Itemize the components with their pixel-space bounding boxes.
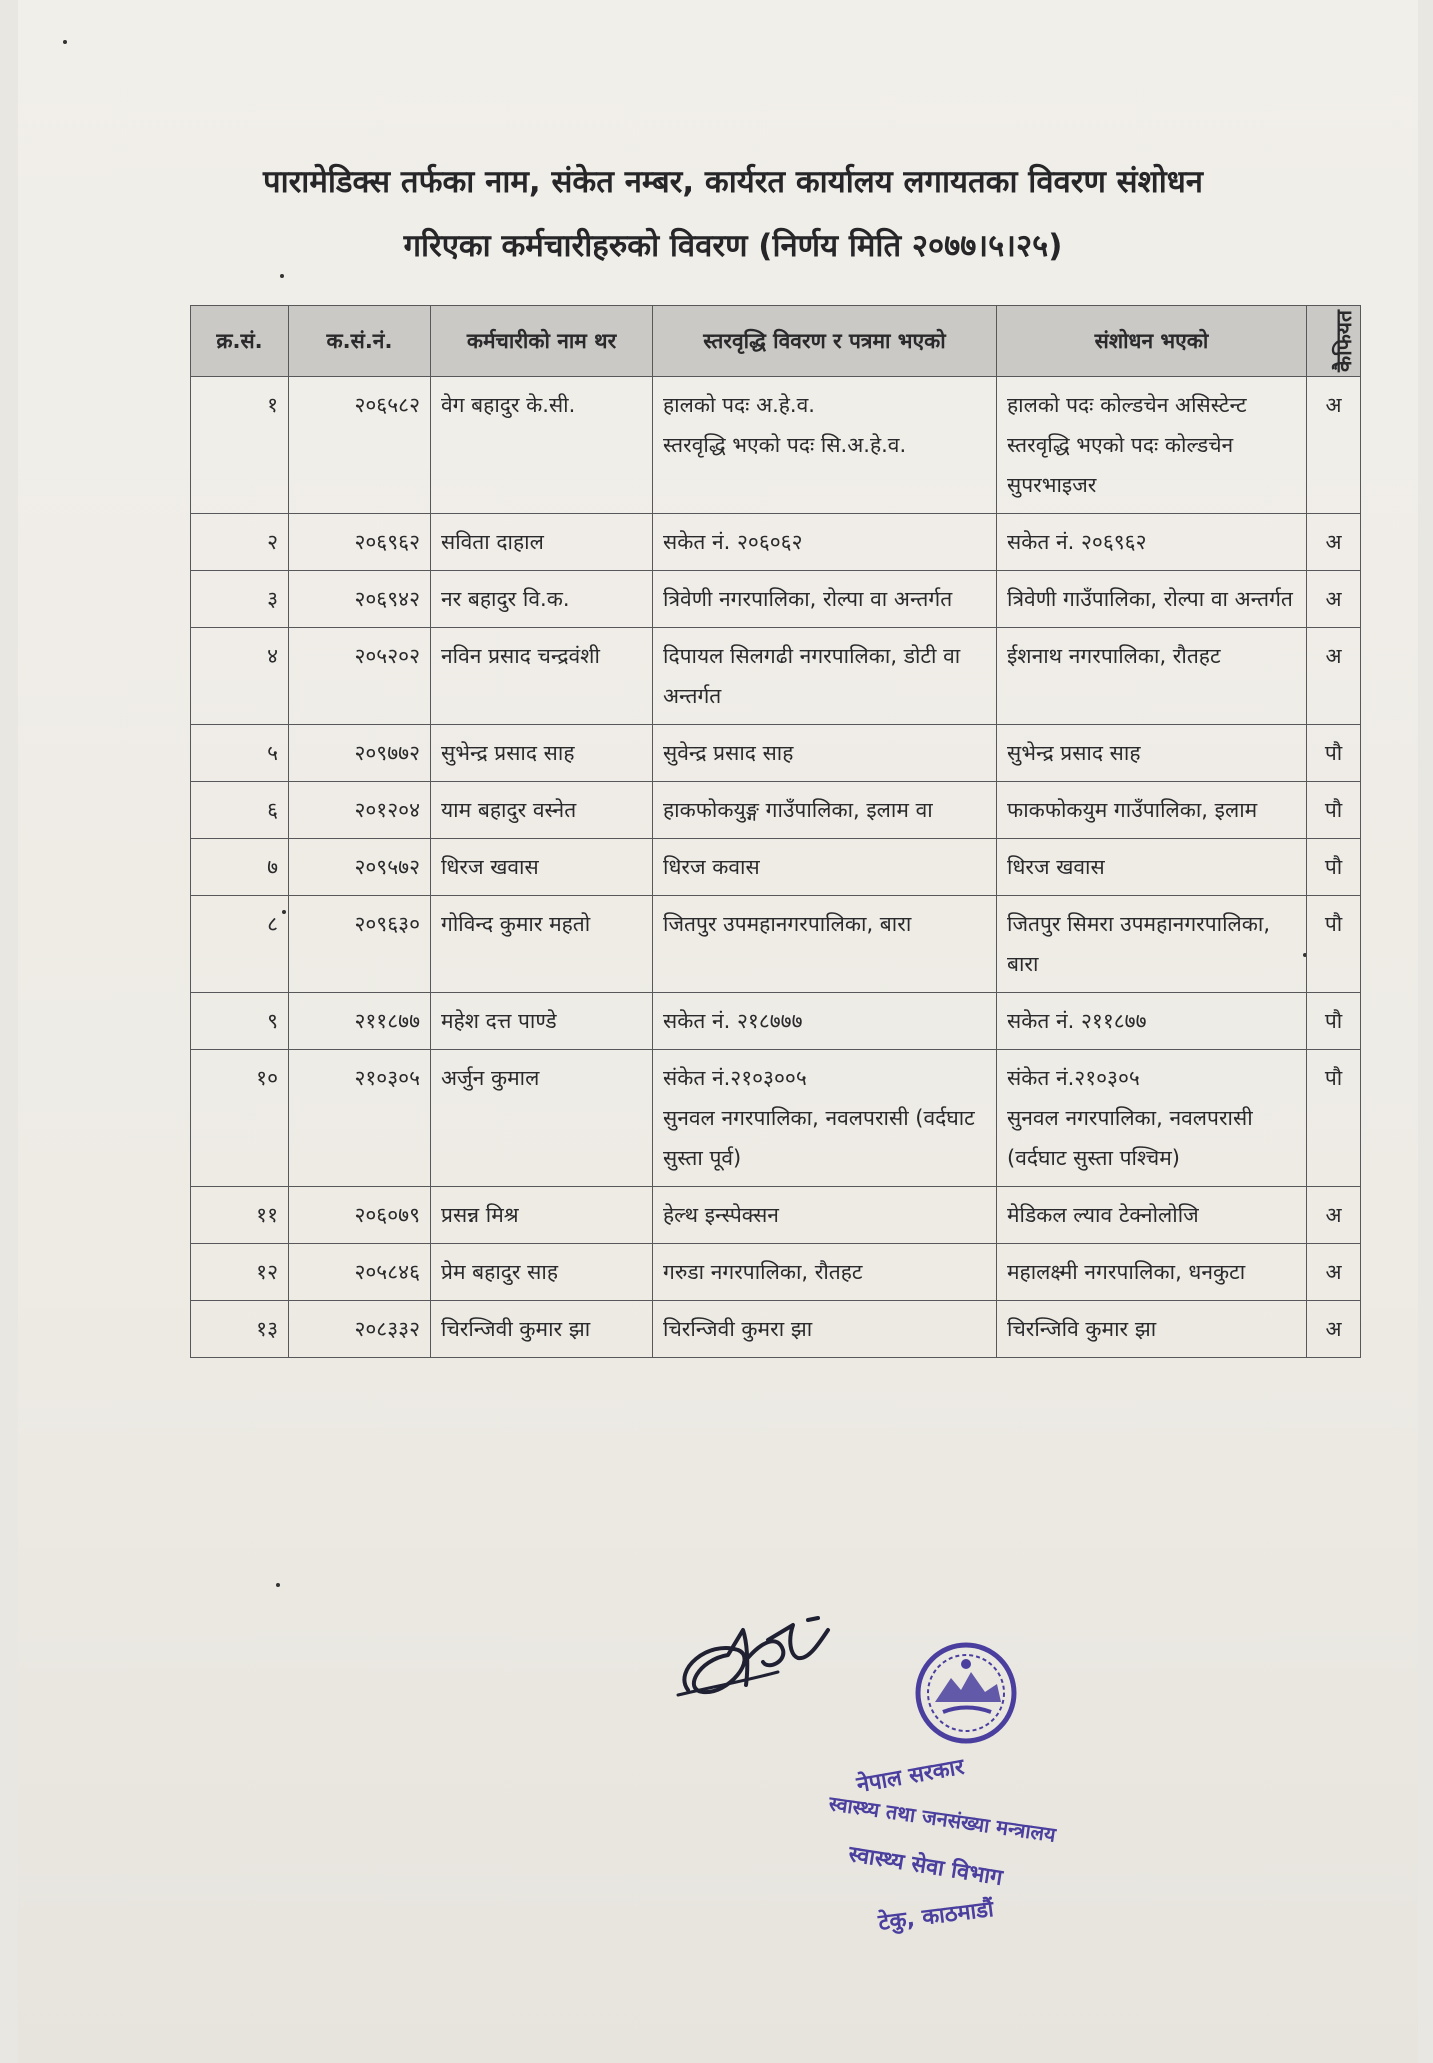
row-code-number: २१०३०५ bbox=[289, 1050, 431, 1187]
table-header-row bbox=[191, 306, 1361, 377]
row-code-number: २०९६३० bbox=[289, 896, 431, 993]
row-original-details: जितपुर उपमहानगरपालिका, बारा bbox=[653, 896, 997, 993]
row-employee-name: गोविन्द कुमार महतो bbox=[431, 896, 653, 993]
row-corrected-details: मेडिकल ल्याव टेक्नोलोजि bbox=[997, 1187, 1307, 1244]
row-serial: १० bbox=[191, 1050, 289, 1187]
row-original-details: हालको पदः अ.हे.व. स्तरवृद्धि भएको पदः सि.अ.हे.व. bbox=[653, 377, 997, 514]
row-remark: अ bbox=[1307, 628, 1361, 725]
row-serial: ६ bbox=[191, 782, 289, 839]
table-row bbox=[191, 782, 1361, 839]
header-corrected-details: संशोधन भएको bbox=[997, 306, 1307, 377]
row-serial: ९ bbox=[191, 993, 289, 1050]
row-remark: पौ bbox=[1307, 782, 1361, 839]
row-code-number: २०५८४६ bbox=[289, 1244, 431, 1301]
document-title bbox=[168, 150, 1298, 278]
header-employee-name: कर्मचारीको नाम थर bbox=[431, 306, 653, 377]
row-remark: अ bbox=[1307, 1244, 1361, 1301]
document-page bbox=[18, 0, 1418, 2063]
row-original-details: संकेत नं.२१०३००५ सुनवल नगरपालिका, नवलपरासी (वर्दघाट सुस्ता पूर्व) bbox=[653, 1050, 997, 1187]
row-serial: १ bbox=[191, 377, 289, 514]
row-employee-name: महेश दत्त पाण्डे bbox=[431, 993, 653, 1050]
table-row bbox=[191, 1301, 1361, 1358]
row-corrected-details: जितपुर सिमरा उपमहानगरपालिका, बारा bbox=[997, 896, 1307, 993]
table-row bbox=[191, 571, 1361, 628]
row-code-number: २०९५७२ bbox=[289, 839, 431, 896]
seal-line-government: नेपाल सरकार bbox=[854, 1754, 967, 1799]
row-code-number: २०६९६२ bbox=[289, 514, 431, 571]
row-employee-name: चिरन्जिवी कुमार झा bbox=[431, 1301, 653, 1358]
table-row bbox=[191, 993, 1361, 1050]
employee-correction-table bbox=[190, 305, 1361, 1358]
row-remark: पौ bbox=[1307, 896, 1361, 993]
row-original-details: त्रिवेणी नगरपालिका, रोल्पा वा अन्तर्गत bbox=[653, 571, 997, 628]
row-remark: पौ bbox=[1307, 725, 1361, 782]
ink-dot bbox=[63, 40, 67, 44]
row-serial: ७ bbox=[191, 839, 289, 896]
title-line-1: पारामेडिक्स तर्फका नाम, संकेत नम्बर, कार्यरत कार्यालय लगायतका विवरण संशोधन bbox=[262, 164, 1204, 200]
row-code-number: २०८३३२ bbox=[289, 1301, 431, 1358]
row-serial: १२ bbox=[191, 1244, 289, 1301]
table-row bbox=[191, 1050, 1361, 1187]
row-remark: अ bbox=[1307, 1301, 1361, 1358]
row-serial: १३ bbox=[191, 1301, 289, 1358]
row-corrected-details: त्रिवेणी गाउँपालिका, रोल्पा वा अन्तर्गत bbox=[997, 571, 1307, 628]
row-code-number: २०६९४२ bbox=[289, 571, 431, 628]
table-row bbox=[191, 1187, 1361, 1244]
row-employee-name: धिरज खवास bbox=[431, 839, 653, 896]
row-employee-name: अर्जुन कुमाल bbox=[431, 1050, 653, 1187]
seal-line-location: टेकु, काठमाडौं bbox=[877, 1897, 995, 1936]
header-original-details: स्तरवृद्धि विवरण र पत्रमा भएको bbox=[653, 306, 997, 377]
signature bbox=[668, 1600, 838, 1710]
table-body bbox=[191, 377, 1361, 1358]
row-corrected-details: सकेत नं. २०६९६२ bbox=[997, 514, 1307, 571]
row-code-number: २११८७७ bbox=[289, 993, 431, 1050]
seal-line-ministry: स्वास्थ्य तथा जनसंख्या मन्त्रालय bbox=[827, 1791, 1058, 1847]
row-remark: पौ bbox=[1307, 993, 1361, 1050]
row-original-details: हेल्थ इन्स्पेक्सन bbox=[653, 1187, 997, 1244]
row-remark: अ bbox=[1307, 571, 1361, 628]
row-original-details: धिरज कवास bbox=[653, 839, 997, 896]
row-employee-name: वेग बहादुर के.सी. bbox=[431, 377, 653, 514]
row-code-number: २०९७७२ bbox=[289, 725, 431, 782]
row-serial: ५ bbox=[191, 725, 289, 782]
row-remark: अ bbox=[1307, 514, 1361, 571]
table-row bbox=[191, 896, 1361, 993]
row-code-number: २०६०७९ bbox=[289, 1187, 431, 1244]
row-serial: २ bbox=[191, 514, 289, 571]
row-employee-name: प्रसन्न मिश्र bbox=[431, 1187, 653, 1244]
row-employee-name: प्रेम बहादुर साह bbox=[431, 1244, 653, 1301]
header-remark bbox=[1307, 306, 1361, 377]
row-employee-name: नविन प्रसाद चन्द्रवंशी bbox=[431, 628, 653, 725]
table-row bbox=[191, 839, 1361, 896]
row-remark: पौ bbox=[1307, 1050, 1361, 1187]
row-corrected-details: चिरन्जिवि कुमार झा bbox=[997, 1301, 1307, 1358]
row-corrected-details: फाकफोकयुम गाउँपालिका, इलाम bbox=[997, 782, 1307, 839]
table-row bbox=[191, 628, 1361, 725]
row-original-details: चिरन्जिवी कुमरा झा bbox=[653, 1301, 997, 1358]
row-employee-name: नर बहादुर वि.क. bbox=[431, 571, 653, 628]
row-corrected-details: ईशनाथ नगरपालिका, रौतहट bbox=[997, 628, 1307, 725]
row-code-number: २०५२०२ bbox=[289, 628, 431, 725]
row-employee-name: सुभेन्द्र प्रसाद साह bbox=[431, 725, 653, 782]
row-code-number: २०६५८२ bbox=[289, 377, 431, 514]
seal-line-department: स्वास्थ्य सेवा विभाग bbox=[846, 1841, 1005, 1891]
row-code-number: २०१२०४ bbox=[289, 782, 431, 839]
table-row bbox=[191, 377, 1361, 514]
row-remark: अ bbox=[1307, 377, 1361, 514]
row-serial: ३ bbox=[191, 571, 289, 628]
row-employee-name: याम बहादुर वस्नेत bbox=[431, 782, 653, 839]
row-corrected-details: महालक्ष्मी नगरपालिका, धनकुटा bbox=[997, 1244, 1307, 1301]
title-line-2: गरिएका कर्मचारीहरुको विवरण (निर्णय मिति २०७७।५।२५) bbox=[403, 228, 1063, 264]
header-serial: क्र.सं. bbox=[191, 306, 289, 377]
row-remark: अ bbox=[1307, 1187, 1361, 1244]
row-employee-name: सविता दाहाल bbox=[431, 514, 653, 571]
table-row bbox=[191, 1244, 1361, 1301]
table-row bbox=[191, 514, 1361, 571]
table-row bbox=[191, 725, 1361, 782]
row-serial: ११ bbox=[191, 1187, 289, 1244]
row-corrected-details: संकेत नं.२१०३०५ सुनवल नगरपालिका, नवलपरासी (वर्दघाट सुस्ता पश्चिम) bbox=[997, 1050, 1307, 1187]
row-original-details: सकेत नं. २०६०६२ bbox=[653, 514, 997, 571]
row-serial: ४ bbox=[191, 628, 289, 725]
row-corrected-details: हालको पदः कोल्डचेन असिस्टेन्ट स्तरवृद्धि भएको पदः कोल्डचेन सुपरभाइजर bbox=[997, 377, 1307, 514]
row-serial: ८ bbox=[191, 896, 289, 993]
row-corrected-details: सकेत नं. २११८७७ bbox=[997, 993, 1307, 1050]
row-corrected-details: सुभेन्द्र प्रसाद साह bbox=[997, 725, 1307, 782]
ink-dot bbox=[280, 274, 284, 278]
header-remark-text: कैफियत bbox=[1331, 310, 1356, 372]
row-corrected-details: धिरज खवास bbox=[997, 839, 1307, 896]
row-original-details: सकेत नं. २१८७७७ bbox=[653, 993, 997, 1050]
row-original-details: हाकफोकयुङ्ग गाउँपालिका, इलाम वा bbox=[653, 782, 997, 839]
header-code-number: क.सं.नं. bbox=[289, 306, 431, 377]
nepal-emblem-icon bbox=[913, 1640, 1019, 1746]
row-remark: पौ bbox=[1307, 839, 1361, 896]
ink-dot bbox=[276, 1583, 280, 1587]
official-seal bbox=[818, 1640, 1118, 1950]
row-original-details: गरुडा नगरपालिका, रौतहट bbox=[653, 1244, 997, 1301]
row-original-details: दिपायल सिलगढी नगरपालिका, डोटी वा अन्तर्गत bbox=[653, 628, 997, 725]
row-original-details: सुवेन्द्र प्रसाद साह bbox=[653, 725, 997, 782]
